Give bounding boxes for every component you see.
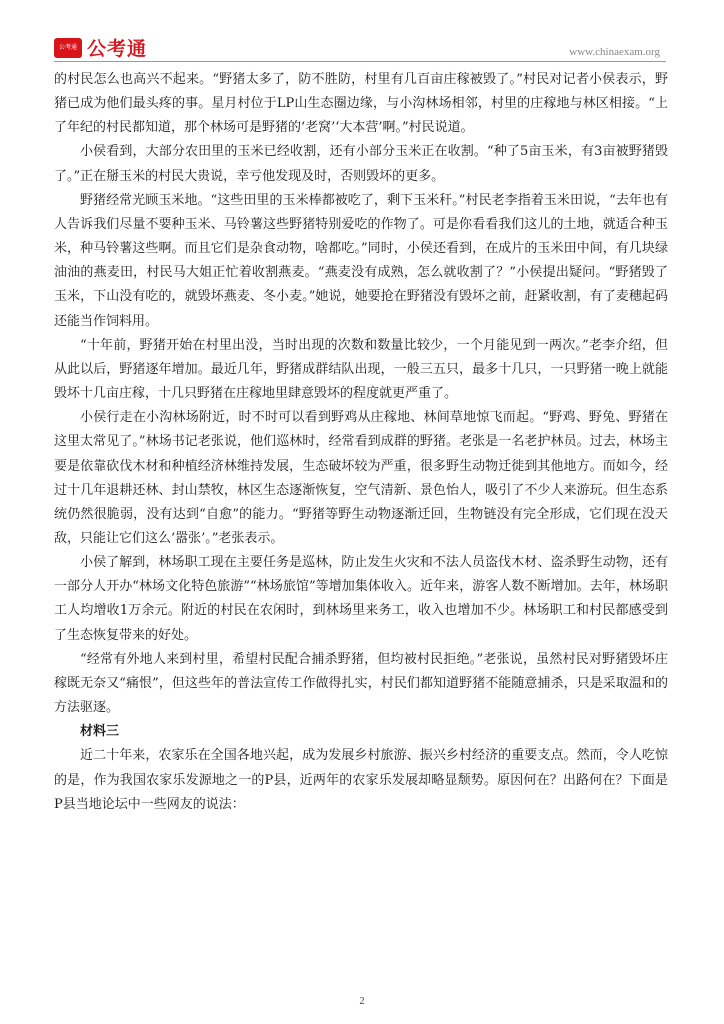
page-header	[0, 0, 724, 64]
logo-text: 公考通	[87, 38, 148, 60]
site-logo[interactable]	[54, 34, 147, 61]
section-heading: 材料三	[80, 724, 120, 740]
site-url[interactable]: www.chinaexam.org	[569, 46, 660, 58]
paragraph: 的村民怎么也高兴不起来。“野猪太多了，防不胜防，村里有几百亩庄稼被毁了。”村民对记者小侯表示，野猪已成为他们最头疼的事。星月村位于LP山生态圈边缘，与小沟林场相邻，村里的庄稼地与林区相接。“上了年纪的村民都知道，那个林场可是野猪的‘老窝’‘大本营’啊。”村民说道。	[54, 72, 668, 136]
paragraph: 小侯了解到，林场职工现在主要任务是巡林，防止发生火灾和不法人员盗伐木材、盗杀野生动物，还有一部分人开办“林场文化特色旅游”“林场旅馆”等增加集体收入。近年来，游客人数不断增加。去年，林场职工人均增收1万余元。附近的村民在农闲时，到林场里来务工，收入也增加不少。林场职工和村民都感受到了生态恢复带来的好处。	[54, 555, 668, 643]
document-body	[54, 68, 668, 817]
paragraph: 野猪经常光顾玉米地。“这些田里的玉米棒都被吃了，剩下玉米秆。”村民老李指着玉米田说，“去年也有人告诉我们尽量不要种玉米、马铃薯这些野猪特别爱吃的作物了。可是你看看我们这儿的土地，就适合种玉米，种马铃薯这些啊。而且它们是杂食动物，啥都吃。”同时，小侯还看到，在成片的玉米田中间，有几块绿油油的燕麦田，村民马大姐正忙着收割燕麦。“燕麦没有成熟，怎么就收割了？”小侯提出疑问。“野猪毁了玉米，下山没有吃的，就毁坏燕麦、冬小麦。”她说，她要抢在野猪没有毁坏之前，赶紧收割，有了麦穗起码还能当作饲料用。	[54, 192, 668, 329]
paragraph: “经常有外地人来到村里，希望村民配合捕杀野猪，但均被村民拒绝。”老张说，虽然村民对野猪毁坏庄稼既无奈又“痛恨”，但这些年的普法宣传工作做得扎实，村民们都知道野猪不能随意捕杀，只是采取温和的方法驱逐。	[54, 651, 668, 716]
paragraph: 小侯行走在小沟林场附近，时不时可以看到野鸡从庄稼地、林间草地惊飞而起。“野鸡、野兔、野猪在这里太常见了。”林场书记老张说，他们巡林时，经常看到成群的野猪。老张是一名老护林员。过去，林场主要是依靠砍伐木材和种植经济林维持发展，生态破坏较为严重，很多野生动物迁徙到其他地方。而如今，经过十几年退耕还林、封山禁牧，林区生态逐渐恢复，空气清新、景色怡人，吸引了不少人来游玩。但生态系统仍然很脆弱，没有达到“自愈”的能力。“野猪等野生动物逐渐迁回，生物链没有完全形成，它们现在没天敌，只能让它们这么‘嚣张’。”老张表示。	[54, 410, 668, 546]
page-number: 2	[359, 996, 365, 1007]
logo-mark-icon: 公考通	[54, 38, 82, 58]
paragraph: 小侯看到，大部分农田里的玉米已经收割，还有小部分玉米正在收割。“种了5亩玉米，有3亩被野猪毁了。”正在掰玉米的村民大贵说，幸亏他发现及时，否则毁坏的更多。	[54, 144, 668, 184]
paragraph: 近二十年来，农家乐在全国各地兴起，成为发展乡村旅游、振兴乡村经济的重要支点。然而，令人吃惊的是，作为我国农家乐发源地之一的P县，近两年的农家乐发展却略显颓势。原因何在？出路何在？下面是P县当地论坛中一些网友的说法：	[54, 748, 668, 812]
paragraph: “十年前，野猪开始在村里出没，当时出现的次数和数量比较少，一个月能见到一两次。”老李介绍，但从此以后，野猪逐年增加。最近几年，野猪成群结队出现，一般三五只，最多十几只，一只野猪一晚上就能毁坏十几亩庄稼，十几只野猪在庄稼地里肆意毁坏的程度就更严重了。	[54, 337, 668, 402]
header-divider	[54, 61, 666, 62]
